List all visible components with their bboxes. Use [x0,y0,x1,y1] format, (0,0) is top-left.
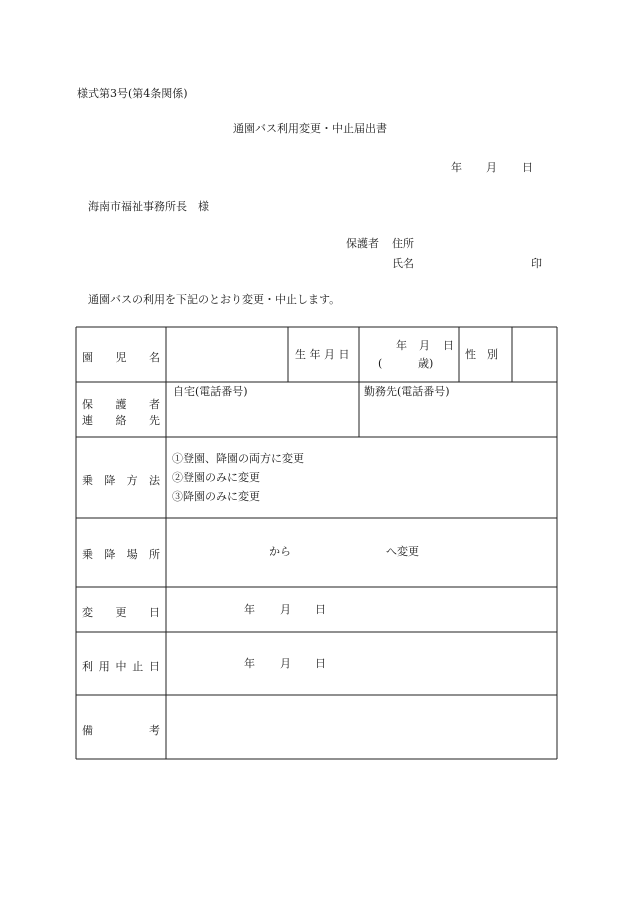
boarding-option-1[interactable]: ①登園、降園の両方に変更 [172,452,304,465]
addressee: 海南市福祉事務所長 様 [88,200,209,213]
change-year-label: 年 [244,603,255,616]
change-date-label: 変 更 日 [82,606,160,619]
date-year-label: 年 [451,161,462,174]
home-phone-label: 自宅(電話番号) [173,385,248,398]
age-open-paren: ( [378,357,383,370]
seal-mark: 印 [531,257,542,270]
work-phone-label: 勤務先(電話番号) [364,385,450,398]
gender-field[interactable] [515,334,553,378]
address-label: 住所 [392,237,414,250]
birthdate-label: 生 年 月 日 [295,348,350,361]
document-title: 通園バス利用変更・中止届出書 [233,122,387,135]
boarding-option-3[interactable]: ③降園のみに変更 [172,490,260,503]
boarding-method-label: 乗 降 方 法 [82,474,160,487]
stop-day-label: 日 [315,657,326,670]
birth-year-label: 年 [396,339,407,352]
remarks-field[interactable] [169,699,553,755]
child-name-field[interactable] [169,334,285,378]
intro-text: 通園バスの利用を下記のとおり変更・中止します。 [88,293,341,306]
contact-label-line1: 保 護 者 [82,398,160,411]
change-day-label: 日 [315,603,326,616]
stop-date-label: 利 用 中 止 日 [82,660,160,673]
from-text: から [269,545,291,558]
boarding-place-label: 乗 降 場 所 [82,548,160,561]
to-change-text: へ変更 [386,545,419,558]
change-month-label: 月 [280,603,291,616]
child-name-label: 園 児 名 [82,351,160,364]
name-label: 氏名 [392,257,414,270]
boarding-option-2[interactable]: ②登園のみに変更 [172,471,260,484]
birth-month-label: 月 [419,339,430,352]
date-day-label: 日 [522,161,533,174]
guardian-label: 保護者 [346,237,379,250]
date-month-label: 月 [486,161,497,174]
birth-day-label: 日 [443,339,454,352]
remarks-label: 備 考 [82,724,160,737]
form-reference: 様式第3号(第4条関係) [77,87,188,100]
age-suffix: 歳) [418,357,434,370]
gender-label: 性 別 [465,348,498,361]
stop-month-label: 月 [280,657,291,670]
contact-label-line2: 連 絡 先 [82,414,160,427]
stop-year-label: 年 [244,657,255,670]
